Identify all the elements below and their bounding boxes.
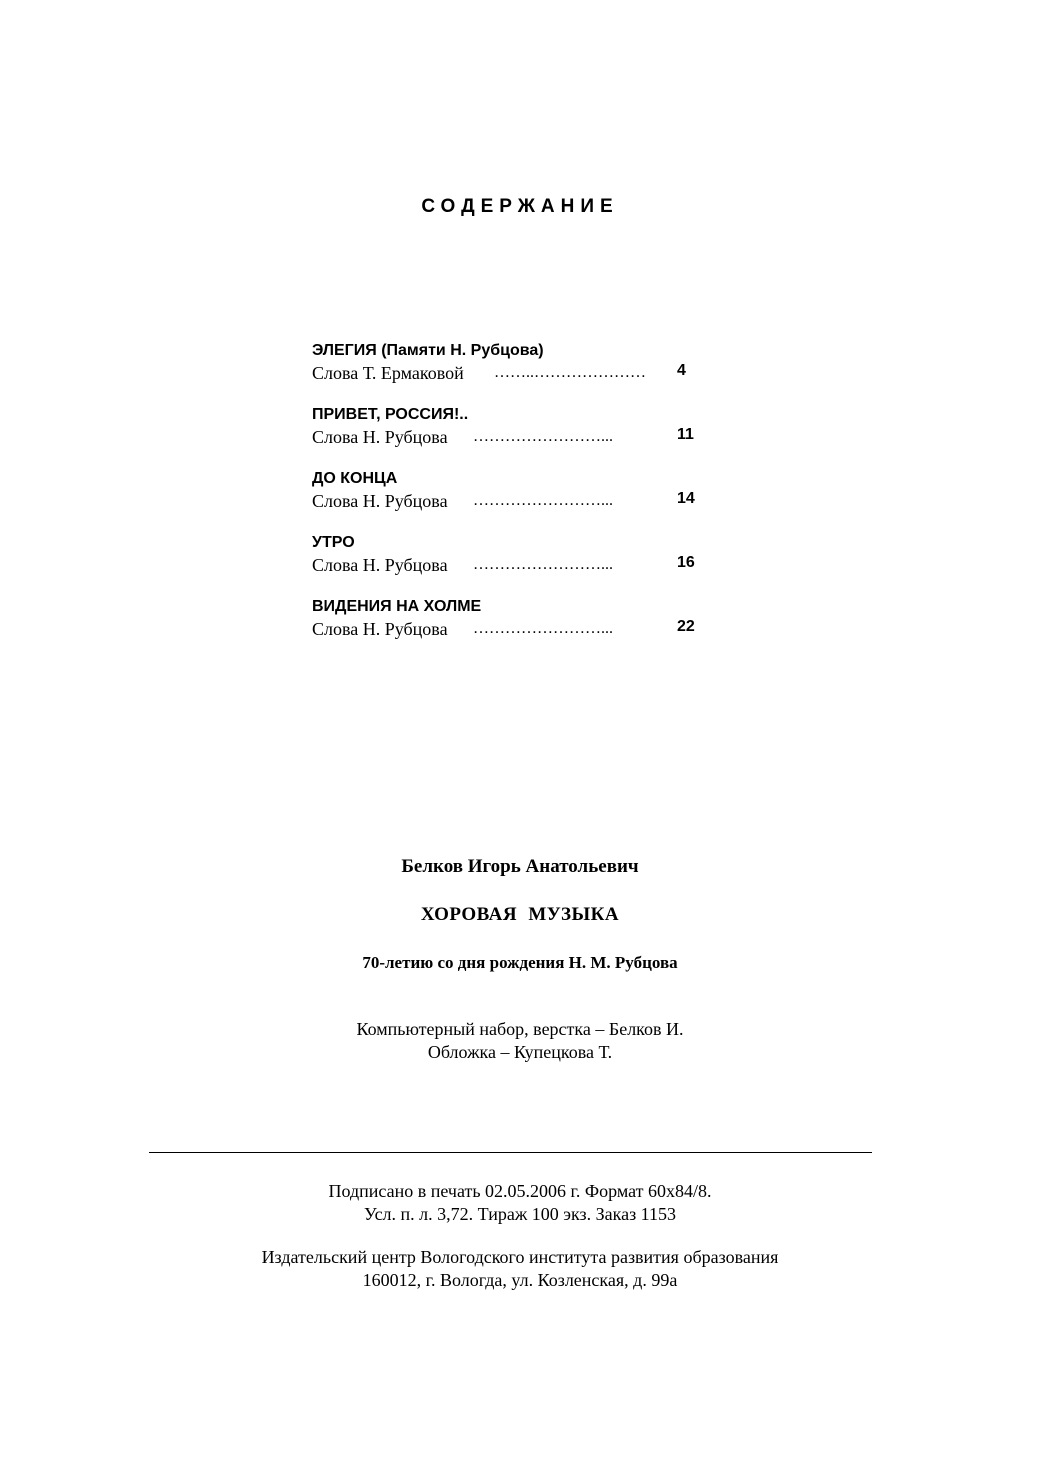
toc-entry: [312, 468, 732, 532]
toc-lyrics-author: Слова Н. Рубцова: [312, 491, 448, 511]
print-info: [0, 1180, 1040, 1226]
toc-leader-dots: ……………………...: [473, 428, 613, 445]
toc-leader-dots: ……..…………………: [494, 364, 646, 381]
toc-song-title: ЭЛЕГИЯ (Памяти Н. Рубцова): [312, 342, 544, 359]
toc-lyrics-author: Слова Н. Рубцова: [312, 427, 448, 447]
credits: [0, 1018, 1040, 1064]
print-signed-line: Подписано в печать 02.05.2006 г. Формат 60х84/8.: [328, 1181, 712, 1201]
toc-page-number: 22: [677, 618, 695, 635]
toc-leader-dots: ……………………...: [473, 620, 613, 637]
author-name: Белков Игорь Анатольевич: [401, 856, 639, 877]
toc-entry: [312, 404, 732, 468]
toc-song-title: ДО КОНЦА: [312, 470, 398, 487]
toc-lyrics-author: Слова Н. Рубцова: [312, 619, 448, 639]
table-of-contents: [312, 340, 732, 660]
toc-page-number: 14: [677, 490, 695, 507]
toc-song-title: ПРИВЕТ, РОССИЯ!..: [312, 406, 469, 423]
toc-song-title: УТРО: [312, 534, 355, 551]
toc-lyrics-author: Слова Т. Ермаковой: [312, 363, 464, 383]
toc-leader-dots: ……………………...: [473, 492, 613, 509]
toc-entry: [312, 340, 732, 404]
toc-song-title: ВИДЕНИЯ НА ХОЛМЕ: [312, 598, 482, 615]
toc-page-number: 16: [677, 554, 695, 571]
cover-credit: Обложка – Купецкова Т.: [427, 1042, 613, 1062]
toc-page-number: 4: [677, 362, 686, 379]
toc-leader-dots: ……………………...: [473, 556, 613, 573]
toc-lyrics-author: Слова Н. Рубцова: [312, 555, 448, 575]
dedication: 70-летию со дня рождения Н. М. Рубцова: [362, 953, 678, 972]
publisher-name: Издательский центр Вологодского института развития образования: [261, 1247, 779, 1267]
contents-title: СОДЕРЖАНИЕ: [421, 196, 619, 217]
typesetting-credit: Компьютерный набор, верстка – Белков И.: [356, 1019, 684, 1039]
book-title: ХОРОВАЯ МУЗЫКА: [420, 904, 620, 925]
toc-entry: [312, 596, 732, 660]
toc-entry: [312, 532, 732, 596]
print-details-line: Усл. п. л. 3,72. Тираж 100 экз. Заказ 1153: [363, 1204, 677, 1224]
divider-line: [149, 1152, 872, 1153]
publisher-address: 160012, г. Вологда, ул. Козленская, д. 99а: [362, 1270, 678, 1290]
toc-page-number: 11: [677, 426, 694, 443]
publisher-info: [0, 1246, 1040, 1292]
